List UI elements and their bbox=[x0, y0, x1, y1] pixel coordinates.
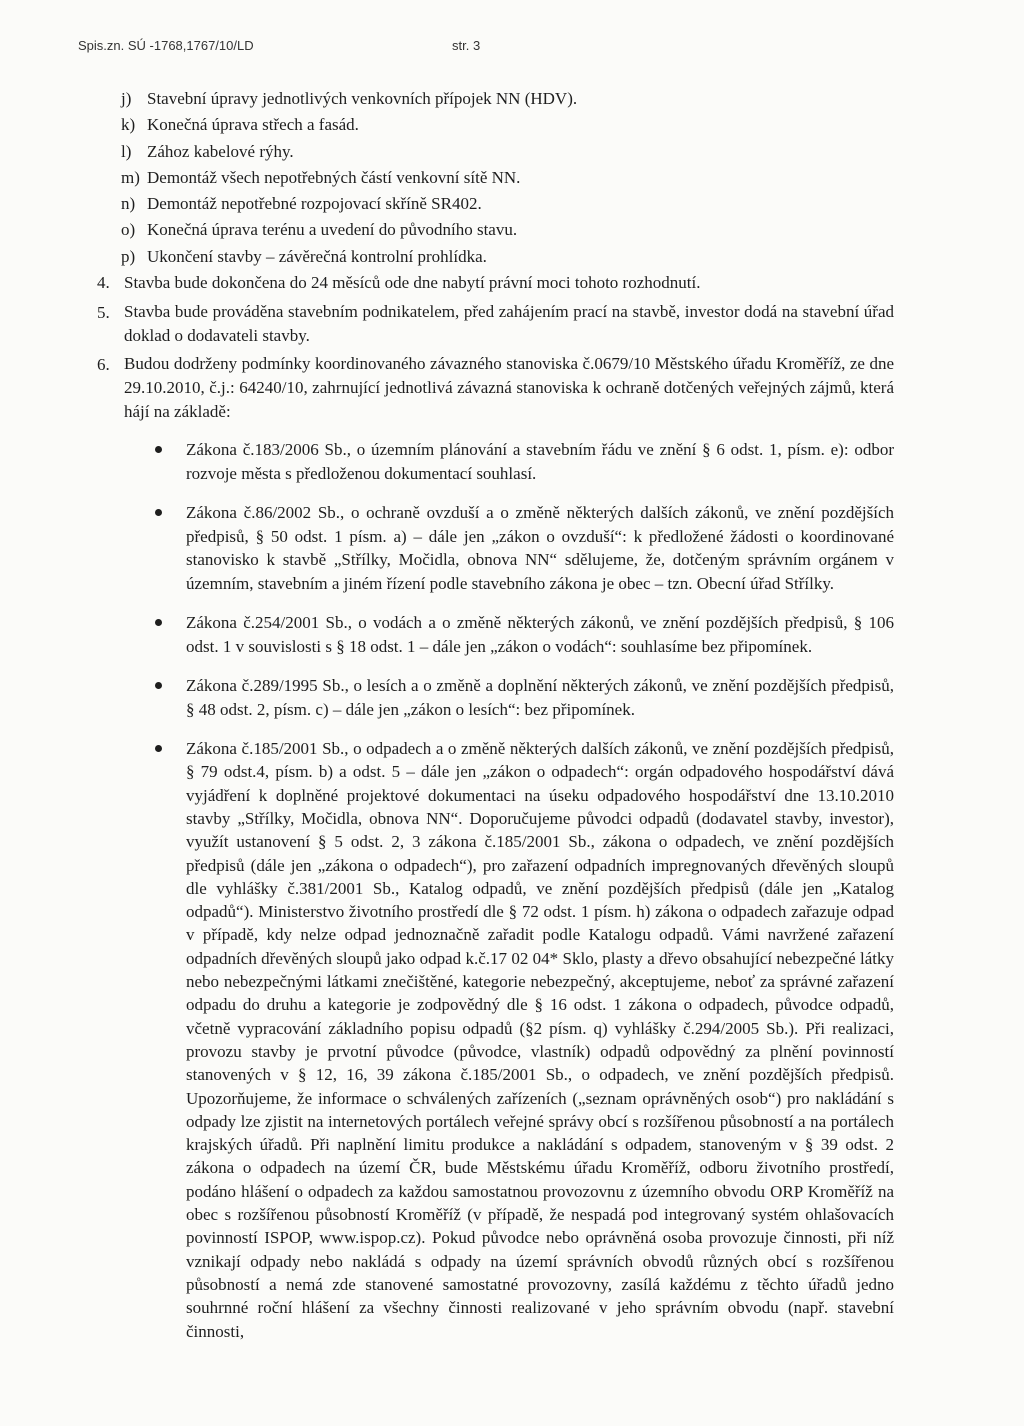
item-number: 6. bbox=[97, 355, 110, 375]
bullet-list bbox=[0, 438, 1024, 1343]
bullet-icon bbox=[155, 619, 162, 626]
bullet-text: Zákona č.183/2006 Sb., o územním plánování a stavebním řádu ve znění § 6 odst. 1, písm. e): odbor rozvoje města s předloženou dokumentací souhlasí. bbox=[186, 440, 894, 483]
item-text: Zához kabelové rýhy. bbox=[147, 141, 294, 161]
bullet-icon bbox=[155, 509, 162, 516]
bullet-item bbox=[0, 674, 1024, 721]
list-item bbox=[0, 86, 1024, 112]
list-item bbox=[0, 191, 1024, 217]
item-number: 4. bbox=[97, 273, 110, 293]
item-marker: n) bbox=[121, 194, 136, 214]
bullet-text: Zákona č.185/2001 Sb., o odpadech a o změně některých dalších zákonů, ve znění pozdějších předpisů, § 79 odst.4, písm. b) a odst. 5 – dále jen „zákon o odpadech“: orgán odpadového hospodářství dává vyjádření k doplněné projektové dokumentaci na úseku odpadového hospodářství dne 13.10.2010 stavby „Střílky, Močidla, obnova NN“. Doporučujeme původci odpadů (dodavatel stavby, investor), využít ustanovení § 5 odst. 2, 3 zákona č.185/2001 Sb., zákona o odpadech, ve znění pozdějších předpisů (dále jen „zákona o odpadech“), pro zařazení odpadních impregnovaných dřevěných sloupů dle vyhlášky č.381/2001 Sb., Katalog odpadů, ve znění pozdějších předpisů (dále jen „Katalog odpadů“). Ministerstvo životního prostředí dle § 72 odst. 1 písm. h) zákona o odpadech zařazuje odpad v případě, kdy nelze odpad jednoznačně zařadit podle Katalogu odpadů. Vámi navržené zařazení odpadních dřevěných sloupů jako odpad k.č.17 02 04* Sklo, plasty a dřevo obsahující nebezpečné látky nebo nebezpečnými látkami znečištěné, kategorie nebezpečný, akceptujeme, neboť za správné zařazení odpadu do druhu a kategorie je zodpovědný dle § 16 odst. 1 zákona o odpadech, původce odpadů, včetně vypracování základního popisu odpadů (§2 písm. q) vyhlášky č.294/2005 Sb.). Při realizaci, provozu stavby je prvotní původce (původce, vlastník) odpadů odpovědný za plnění povinností stanovených v § 12, 16, 39 zákona č.185/2001 Sb., o odpadech, ve znění pozdějších předpisů. Upozorňujeme, že informace o schválených zařízeních („seznam oprávněných osob“) pro nakládání s odpady lze zjistit na internetových portálech veřejné správy obcí s rozšířenou působností a na portálech krajských úřadů. Při naplnění limitu produkce a nakládání s odpadem, stanoveným v § 39 odst. 2 zákona o odpadech na území ČR, bude Městskému úřadu Kroměříž, odboru životního prostředí, podáno hlášení o odpadech za každou samostatnou provozovnu z územního obvodu ORP Kroměříž na obec s rozšířenou působností Kroměříž (v případě, že nespadá pod integrovaný systém ohlašovacích povinností ISPOP, www.ispop.cz). Pokud původce nebo oprávněná osoba provozuje činnosti, při níž vznikají odpady nebo nakládá s odpady na území správních obvodů různých obcí s rozšířenou působností a nemá zde stanovené samostatné provozovny, zasílá každému z těchto úřadů jedno souhrnné roční hlášení za všechny činnosti realizované v jeho správním obvodu (např. stavební činnosti, bbox=[186, 739, 894, 1341]
item-marker: l) bbox=[121, 141, 132, 161]
bullet-text: Zákona č.254/2001 Sb., o vodách a o změně některých zákonů, ve znění pozdějších předpisů, § 106 odst. 1 v souvislosti s § 18 odst. 1 – dále jen „zákon o vodách“: souhlasíme bez připomínek. bbox=[186, 613, 894, 656]
bullet-text: Zákona č.289/1995 Sb., o lesích a o změně a doplnění některých zákonů, ve znění pozdějších předpisů, § 48 odst. 2, písm. c) – dále jen „zákon o lesích“: bez připomínek. bbox=[186, 676, 894, 719]
item-text: Stavba bude prováděna stavebním podnikatelem, před zahájením prací na stavbě, investor dodá na stavební úřad doklad o dodavateli stavby. bbox=[124, 302, 894, 346]
item-text: Demontáž všech nepotřebných částí venkovní sítě NN. bbox=[147, 167, 521, 187]
numbered-item bbox=[0, 300, 1024, 348]
list-item bbox=[0, 217, 1024, 243]
item-marker: o) bbox=[121, 220, 136, 240]
list-item bbox=[0, 139, 1024, 165]
bullet-icon bbox=[155, 745, 162, 752]
lettered-list bbox=[0, 86, 1024, 270]
list-item bbox=[0, 112, 1024, 138]
bullet-item bbox=[0, 737, 1024, 1343]
bullet-icon bbox=[155, 446, 162, 453]
bullet-text: Zákona č.86/2002 Sb., o ochraně ovzduší a o změně některých dalších zákonů, ve znění pozdějších předpisů, § 50 odst. 1 písm. a) – dále jen „zákon o ovzduší“: k předložené žádosti o koordinované stanovisko k stavbě „Střílky, Močidla, obnova NN“ sdělujeme, že, dotčeným správním orgánem v územním, stavebním a jiném řízení podle stavebního zákona je obec – tzn. Obecní úřad Střílky. bbox=[186, 503, 894, 593]
bullet-icon bbox=[155, 682, 162, 689]
list-item bbox=[0, 165, 1024, 191]
numbered-list bbox=[0, 270, 1024, 1343]
item-marker: k) bbox=[121, 115, 136, 135]
item-marker: m) bbox=[121, 167, 140, 187]
item-text: Demontáž nepotřebné rozpojovací skříně SR402. bbox=[147, 194, 482, 214]
numbered-item bbox=[0, 352, 1024, 1343]
page-number: str. 3 bbox=[452, 38, 481, 53]
file-reference: Spis.zn. SÚ -1768,1767/10/LD bbox=[78, 38, 254, 53]
bullet-item bbox=[0, 501, 1024, 595]
bullet-item bbox=[0, 611, 1024, 658]
item-marker: j) bbox=[121, 89, 132, 108]
item-text: Konečná úprava střech a fasád. bbox=[147, 115, 359, 135]
bullet-item bbox=[0, 438, 1024, 485]
document-body bbox=[0, 86, 1024, 1359]
item-text: Budou dodrženy podmínky koordinovaného závazného stanoviska č.0679/10 Městského úřadu Kroměříž, ze dne 29.10.2010, č.j.: 64240/10, zahrnující jednotlivá závazná stanoviska k ochraně dotčených veřejných zájmů, která hájí na základě: bbox=[124, 354, 894, 422]
item-text: Stavba bude dokončena do 24 měsíců ode dne nabytí právní moci tohoto rozhodnutí. bbox=[124, 273, 701, 293]
item-number: 5. bbox=[97, 303, 110, 323]
numbered-item bbox=[0, 270, 1024, 296]
item-marker: p) bbox=[121, 246, 136, 266]
item-text: Stavební úpravy jednotlivých venkovních přípojek NN (HDV). bbox=[147, 89, 578, 108]
item-text: Ukončení stavby – závěrečná kontrolní prohlídka. bbox=[147, 246, 487, 266]
item-text: Konečná úprava terénu a uvedení do původního stavu. bbox=[147, 220, 518, 240]
list-item bbox=[0, 244, 1024, 270]
